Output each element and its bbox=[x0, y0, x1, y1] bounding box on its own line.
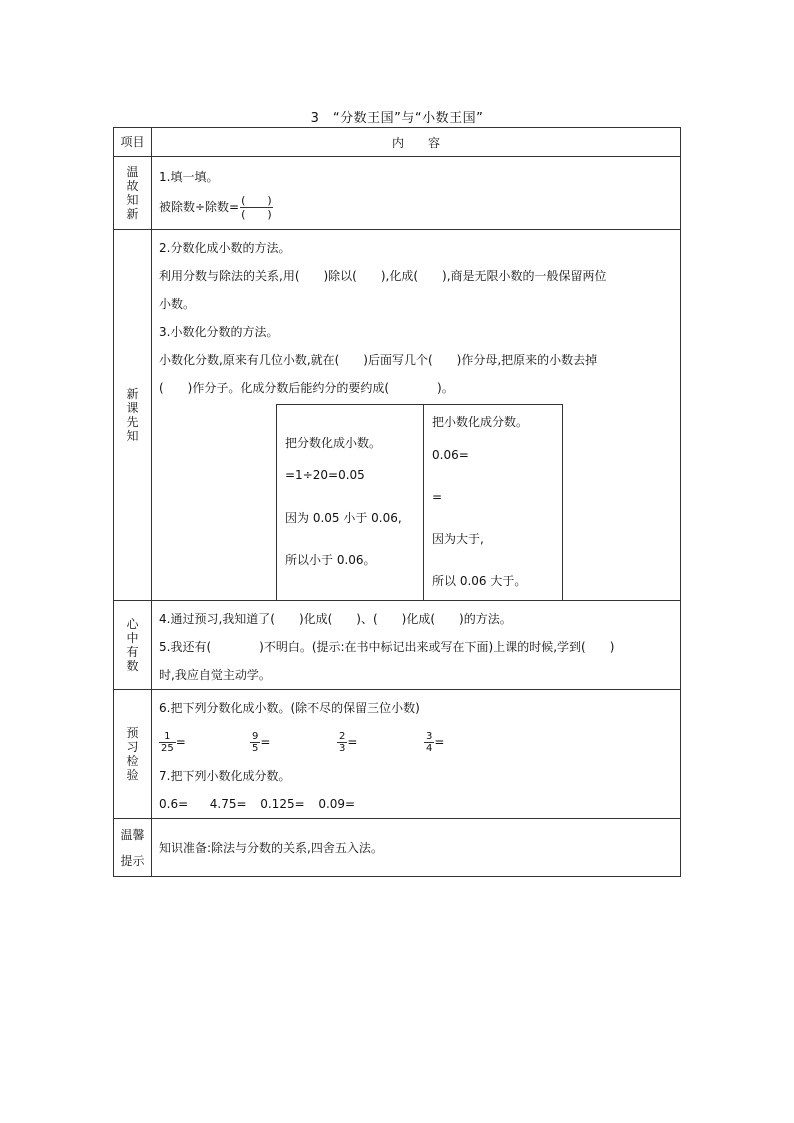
row-mind bbox=[114, 601, 681, 690]
review-line-2: 被除数÷除数= $\frac{( )}{( )}$ bbox=[159, 194, 272, 221]
fraction-exercises bbox=[159, 722, 680, 762]
header-item: 项目 bbox=[114, 128, 152, 157]
content-new bbox=[152, 230, 681, 601]
new-line-3: 小数。 bbox=[159, 297, 196, 311]
mind-line-1: 4.通过预习,我知道了( )化成( )、( )化成( )的方法。 bbox=[159, 612, 512, 626]
header-content: 内 容 bbox=[152, 128, 681, 157]
fraction-item: $\frac{2}{3}$ = bbox=[339, 731, 358, 754]
example-box bbox=[276, 404, 563, 601]
fraction-item: $\frac{9}{5}$ = bbox=[252, 731, 271, 754]
example-left: 把分数化成小数。 =1÷20=0.05 因为 0.05 小于 0.06, 所以小于 0.06。 bbox=[277, 405, 424, 601]
fraction-item: $\frac{3}{4}$ = bbox=[426, 731, 445, 754]
mind-line-2: 5.我还有( )不明白。(提示:在书中标记出来或写在下面)上课的时候,学到( ) bbox=[159, 640, 615, 654]
mind-line-3: 时,我应自觉主动学。 bbox=[159, 668, 271, 682]
label-review: 温 故 知 新 bbox=[114, 157, 152, 230]
new-line-6: ( )作分子。化成分数后能约分的要约成( )。 bbox=[159, 381, 454, 395]
check-line-1: 6.把下列分数化成小数。(除不尽的保留三位小数) bbox=[159, 701, 420, 715]
row-new-lesson bbox=[114, 230, 681, 601]
decimal-exercises bbox=[159, 790, 680, 818]
fraction-item: $\frac{1}{25}$ = bbox=[161, 731, 186, 754]
row-tip bbox=[114, 819, 681, 877]
decimal-item: 0.09= bbox=[318, 797, 356, 811]
preview-table bbox=[113, 127, 681, 877]
tip-text: 知识准备:除法与分数的关系,四舍五入法。 bbox=[159, 840, 383, 855]
decimal-item: 4.75= bbox=[209, 797, 247, 811]
label-mind: 心 中 有 数 bbox=[114, 601, 152, 690]
content-tip bbox=[152, 819, 681, 877]
new-line-2: 利用分数与除法的关系,用( )除以( ),化成( ),商是无限小数的一般保留两位 bbox=[159, 269, 607, 283]
example-right: 把小数化成分数。 0.06= = 因为大于, 所以 0.06 大于。 bbox=[424, 405, 563, 601]
row-review bbox=[114, 157, 681, 230]
content-mind bbox=[152, 601, 681, 690]
blank-fraction: $\frac{( )}{( )}$ bbox=[241, 194, 272, 221]
new-line-5: 小数化分数,原来有几位小数,就在( )后面写几个( )作分母,把原来的小数去掉 bbox=[159, 353, 598, 367]
label-new: 新 课 先 知 bbox=[114, 230, 152, 601]
label-check: 预 习 检 验 bbox=[114, 690, 152, 819]
label-tip: 温馨 提示 bbox=[114, 819, 152, 877]
new-line-4: 3.小数化分数的方法。 bbox=[159, 325, 279, 339]
page-title: 3 “分数王国”与“小数王国” bbox=[310, 111, 484, 126]
new-line-1: 2.分数化成小数的方法。 bbox=[159, 241, 291, 255]
row-check bbox=[114, 690, 681, 819]
content-check bbox=[152, 690, 681, 819]
review-line-1: 1.填一填。 bbox=[159, 170, 219, 184]
decimal-item: 0.125= bbox=[260, 797, 305, 811]
content-review bbox=[152, 157, 681, 230]
check-line-2: 7.把下列小数化成分数。 bbox=[159, 769, 291, 783]
header-row bbox=[114, 128, 681, 157]
decimal-item: 0.6= bbox=[159, 797, 189, 811]
